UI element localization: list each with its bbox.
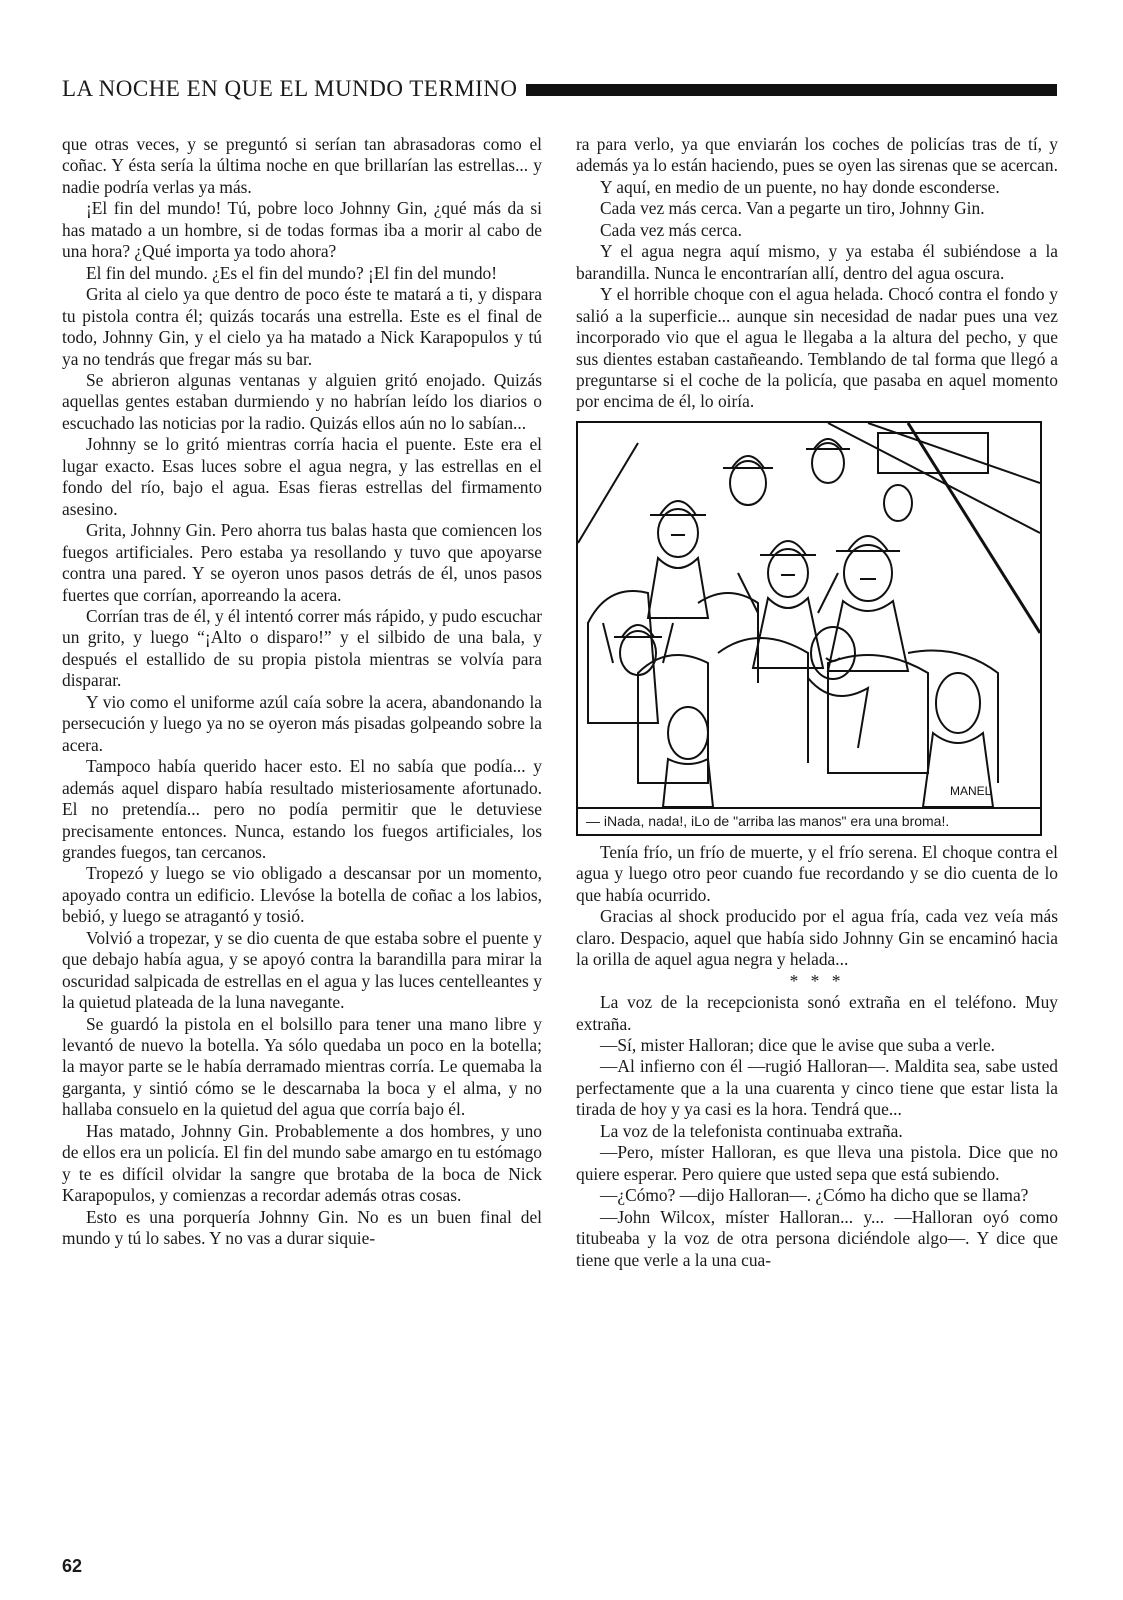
paragraph: Y el agua negra aquí mismo, y ya estaba él subiéndose a la barandilla. Nunca le encontrarían allí, dentro del agua oscura. — [576, 241, 1058, 283]
paragraph: —John Wilcox, míster Halloran... y... —Halloran oyó como titubeaba y la voz de otra persona diciéndole algo—. Y dice que tiene que verle a la una cua- — [576, 1206, 1058, 1270]
paragraph: —¿Cómo? —dijo Halloran—. ¿Cómo ha dicho que se llama? — [600, 1185, 1029, 1206]
paragraph: Esto es una porquería Johnny Gin. No es un buen final del mundo y tú lo sabes. Y no vas a durar siquie- — [62, 1206, 542, 1249]
paragraph: ra para verlo, ya que enviarán los coches de policías tras de tí, y además ya lo están haciendo, pues se oyen las sirenas que se acercan. — [576, 134, 1058, 176]
paragraph: Has matado, Johnny Gin. Probablemente a dos hombres, y uno de ellos era un policía. El fin del mundo sabe amargo en tu estómago y te es difícil olvidar la sangre que brotaba de la boca de Nick Karapopulos, y comienzas a recordar además otras cosas. — [62, 1120, 542, 1206]
cartoon-illustration — [578, 423, 1040, 807]
paragraph: Y aquí, en medio de un puente, no hay donde esconderse. — [600, 176, 1000, 197]
paragraph: que otras veces, y se preguntó si serían tan abrasadoras como el coñac. Y ésta sería la última noche en que brillarían las estrellas... y nadie podría verlas ya más. — [62, 134, 542, 197]
running-header — [62, 74, 1057, 104]
page-number: 62 — [62, 1556, 83, 1576]
illustration-signature: MANEL — [950, 783, 992, 798]
paragraph: ¡El fin del mundo! Tú, pobre loco Johnny Gin, ¿qué más da si has matado a un hombre, si de todas formas iba a morir al cabo de una hora? ¿Qué importa ya todo ahora? — [62, 198, 542, 262]
paragraph: Cada vez más cerca. — [600, 219, 742, 240]
paragraph: Se guardó la pistola en el bolsillo para tener una mano libre y levantó de nuevo la botella. Ya sólo quedaba un poco en la botella; la mayor parte se le había derramado mientras corría. Le quemaba la garganta, y sintió cómo se le descarnaba la boca y el alma, y no hallaba consuelo en la quietud del agua que corría bajo él. — [62, 1013, 542, 1120]
figure-caption: — iNada, nada!, iLo de "arriba las manos" era una broma!. — [578, 807, 1040, 834]
paragraph: La voz de la recepcionista sonó extraña en el teléfono. Muy extraña. — [576, 992, 1058, 1034]
left-column — [62, 134, 542, 1250]
paragraph: —Pero, míster Halloran, es que lleva una pistola. Dice que no quiere esperar. Pero quiere que usted sepa que está subiendo. — [576, 1142, 1058, 1184]
paragraph: —Al infierno con él —rugió Halloran—. Maldita sea, sabe usted perfectamente que a la una cuarenta y cinco tiene que estar lista la tirada de hoy y ya casi es la hora. Tendrá que... — [576, 1056, 1058, 1120]
paragraph: Grita, Johnny Gin. Pero ahorra tus balas hasta que comiencen los fuegos artificiales. Pero estaba ya resollando y tuvo que apoyarse contra una pared. Y se oyeron unos pasos detrás de él, unos pasos fuertes que corrían, aporreando la acera. — [62, 520, 542, 605]
paragraph: —Sí, mister Halloran; dice que le avise que suba a verle. — [600, 1034, 996, 1055]
paragraph: Y vio como el uniforme azúl caía sobre la acera, abandonando la persecución y luego ya no se oyeron más pisadas golpeando sobre la acera. — [62, 691, 542, 755]
header-rule — [526, 84, 1057, 96]
paragraph: Volvió a tropezar, y se dio cuenta de que estaba sobre el puente y que debajo había agua, y se apoyó contra la barandilla para mirar la oscuridad salpicada de estrellas en el agua y las luces centelleantes y la quietud plateada de la luna navegante. — [62, 927, 542, 1013]
paragraph: Gracias al shock producido por el agua fría, cada vez veía más claro. Despacio, aquel que había sido Johnny Gin se encaminó hacia la orilla de aquel agua negra y helada... — [576, 906, 1058, 970]
paragraph: Cada vez más cerca. Van a pegarte un tiro, Johnny Gin. — [600, 198, 985, 219]
section-separator: * * * — [789, 970, 845, 991]
right-column — [576, 134, 1058, 1271]
paragraph: Grita al cielo ya que dentro de poco éste te matará a ti, y dispara tu pistola contra él; quizás tocarás una estrella. Este es el final de todo, Johnny Gin, y el cielo ya ha matado a Nick Karapopulos y tú ya no tendrás que fregar más su bar. — [62, 284, 542, 369]
paragraph: Corrían tras de él, y él intentó correr más rápido, y pudo escuchar un grito, y luego “¡Alto o disparo!” y el silbido de una bala, y después el estallido de su propia pistola mientras se volvía para disparar. — [62, 605, 542, 691]
paragraph: Johnny se lo gritó mientras corría hacia el puente. Este era el lugar exacto. Esas luces sobre el agua negra, y las estrellas en el fondo del río, bajo el agua. Esas fieras estrellas del firmamento asesino. — [62, 434, 542, 519]
paragraph: El fin del mundo. ¿Es el fin del mundo? ¡El fin del mundo! — [86, 262, 498, 283]
header-title: LA NOCHE EN QUE EL MUNDO TERMINO — [62, 76, 518, 101]
paragraph: Tampoco había querido hacer esto. El no sabía que podía... y además aquel disparo había resultado misteriosamente afortunado. El no pretendía... pero no podía permitir que le detuviese precisamente entonces. Nunca, estando los fuegos artificiales, los grandes fuegos, tan cercanos. — [62, 756, 542, 862]
cartoon-figure — [576, 421, 1042, 836]
paragraph: La voz de la telefonista continuaba extraña. — [600, 1120, 903, 1141]
paragraph: Tropezó y luego se vio obligado a descansar por un momento, apoyado contra un edificio. Llevóse la botella de coñac a los labios, bebió, y luego se atragantó y tosió. — [62, 863, 542, 927]
paragraph: Y el horrible choque con el agua helada. Chocó contra el fondo y salió a la superficie... aunque sin necesidad de nadar pues una vez incorporado vio que el agua le llegaba a la altura del pecho, y que sus dientes estaban castañeando. Temblando de tal forma que llegó a preguntarse si el coche de la policía, que pasaba en aquel momento por encima de él, lo oiría. — [576, 284, 1058, 412]
paragraph: Se abrieron algunas ventanas y alguien gritó enojado. Quizás aquellas gentes estaban durmiendo y no habrían leído los diarios o escuchado las noticias por la radio. Quizás ellos aún no lo sabían... — [62, 369, 542, 433]
paragraph: Tenía frío, un frío de muerte, y el frío serena. El choque contra el agua y luego otro peor cuando fue recordando y se dio cuenta de lo que había ocurrido. — [576, 841, 1058, 905]
